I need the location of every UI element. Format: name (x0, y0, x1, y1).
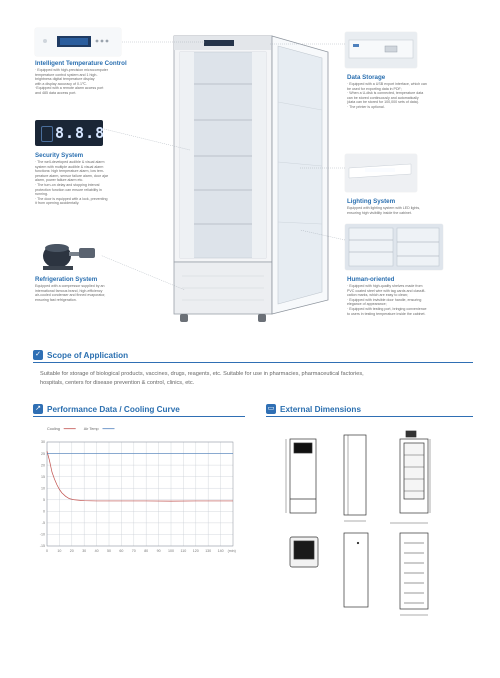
chart-legend-label: Air Temp (83, 427, 99, 431)
chart-y-tick-label: 5 (43, 497, 45, 502)
chart-y-tick-label: -10 (39, 532, 45, 537)
chart-x-tick-label: 120 (192, 549, 199, 553)
temperature-control-text: · Equipped with high-precision microcomputer temperature control system and 1 high- brightness digital temperature display with a display accuracy of 0.1℃. ·Equipped with a remote alarm access port and 485 data access port. (35, 68, 108, 95)
data-storage-text: · Equipped with a USB export interface, which can be used for exporting data in PDF; · When a U-disk is connected, temperature data can be stored continuously and automatically (data can be stored for 100,000 sets of data). · The printer is optional. (347, 82, 427, 109)
chart-y-tick-label: 20 (41, 463, 45, 468)
scope-header (33, 350, 128, 360)
lighting-text: Equipped with lighting system with LED lights, ensuring high visibility inside the cabinet. (347, 206, 421, 215)
chart-x-tick-label: 130 (205, 549, 212, 553)
chart-x-tick-label: 40 (94, 549, 99, 553)
scope-title: Scope of Application (47, 350, 129, 360)
chart-x-unit-label: (min) (227, 549, 236, 553)
chart-x-tick-label: 30 (82, 549, 87, 553)
data-storage-title: Data Storage (347, 74, 386, 81)
display-button-icon (41, 126, 53, 142)
led-light-image (345, 154, 417, 192)
control-panel-image (35, 28, 121, 56)
chart-y-tick-label: -15 (39, 544, 45, 549)
chart-legend-label: Cooling (47, 427, 60, 431)
shelves-image (345, 224, 443, 270)
chart-x-tick-label: 70 (131, 549, 136, 553)
chart-y-tick-label: 0 (43, 509, 45, 514)
chart-x-tick-label: 50 (107, 549, 111, 553)
dimensions-divider (266, 416, 473, 417)
dimension-drawings (280, 425, 450, 625)
chart-y-tick-label: 10 (41, 486, 45, 491)
chart-x-tick-label: 140 (217, 549, 224, 553)
security-title: Security System (35, 152, 84, 159)
compressor-image (35, 238, 101, 272)
digital-display-image (35, 120, 106, 146)
refrigeration-title: Refrigeration System (35, 276, 98, 283)
human-oriented-text: · Equipped with high-quality shelves made from PVC coated steel wire with tag cards and classifi- cation marks, which are easy to clean; · Equipped with invisible door handle, ensuring elegance of appearance; · Equipped with testing port, bringing convenience to users in testing temperature inside the cabinet. (347, 284, 427, 316)
chart-x-tick-label: 80 (144, 549, 149, 553)
security-text: · The well-developed audible & visual alarm system with multiple audible & visual alarm functions: high temperature alarm, low tem- perature alarm, sensor failure alarm, door ajar alarm, power failure alarm etc. · The turn-on delay and stopping interval protection function can ensure reliability in running. · The door is equipped with a lock, preventing it from opening accidentally. (35, 160, 109, 206)
checkmark-icon: ✓ (33, 350, 43, 360)
dimensions-title: External Dimensions (280, 404, 361, 414)
cooling-curve-chart (33, 420, 248, 560)
chart-y-tick-label: 25 (41, 451, 45, 456)
lighting-title: Lighting System (347, 198, 396, 205)
chart-x-tick-label: 0 (46, 549, 48, 553)
performance-header (33, 404, 180, 414)
human-oriented-title: Human-oriented (347, 276, 395, 283)
dimensions-header (266, 404, 361, 414)
chart-x-tick-label: 90 (156, 549, 161, 553)
chart-x-tick-label: 20 (69, 549, 74, 553)
refrigeration-text: Equipped with a compressor supplied by an international famous brand, high-efficiency air-cooled condenser and finned evaporator, ensuring fast refrigeration. (35, 284, 106, 302)
chart-x-tick-label: 10 (57, 549, 62, 553)
performance-divider (33, 416, 245, 417)
scope-text: Suitable for storage of biological products, vaccines, drugs, reagents, etc. Suitable for use in pharmacies, pharmaceutical factories, hospitals, centers for disease prevention & control, clinics, etc. (40, 371, 364, 386)
chart-x-tick-label: 60 (119, 549, 124, 553)
chart-icon: ↗ (33, 404, 43, 414)
chart-y-tick-label: 30 (41, 440, 45, 445)
performance-title: Performance Data / Cooling Curve (47, 404, 180, 414)
chart-y-tick-label: 15 (41, 474, 45, 479)
chart-plot-frame (47, 442, 233, 546)
scope-divider (33, 362, 473, 363)
chart-x-tick-label: 110 (180, 549, 187, 553)
usb-port-image (345, 32, 417, 68)
chart-y-tick-label: -5 (41, 521, 45, 526)
ruler-icon: ▭ (267, 405, 275, 412)
chart-series-line-0 (47, 451, 233, 501)
chart-x-tick-label: 100 (168, 549, 174, 553)
temperature-control-title: Intelligent Temperature Control (35, 60, 127, 67)
display-readout: 8.8.8 (55, 124, 106, 142)
